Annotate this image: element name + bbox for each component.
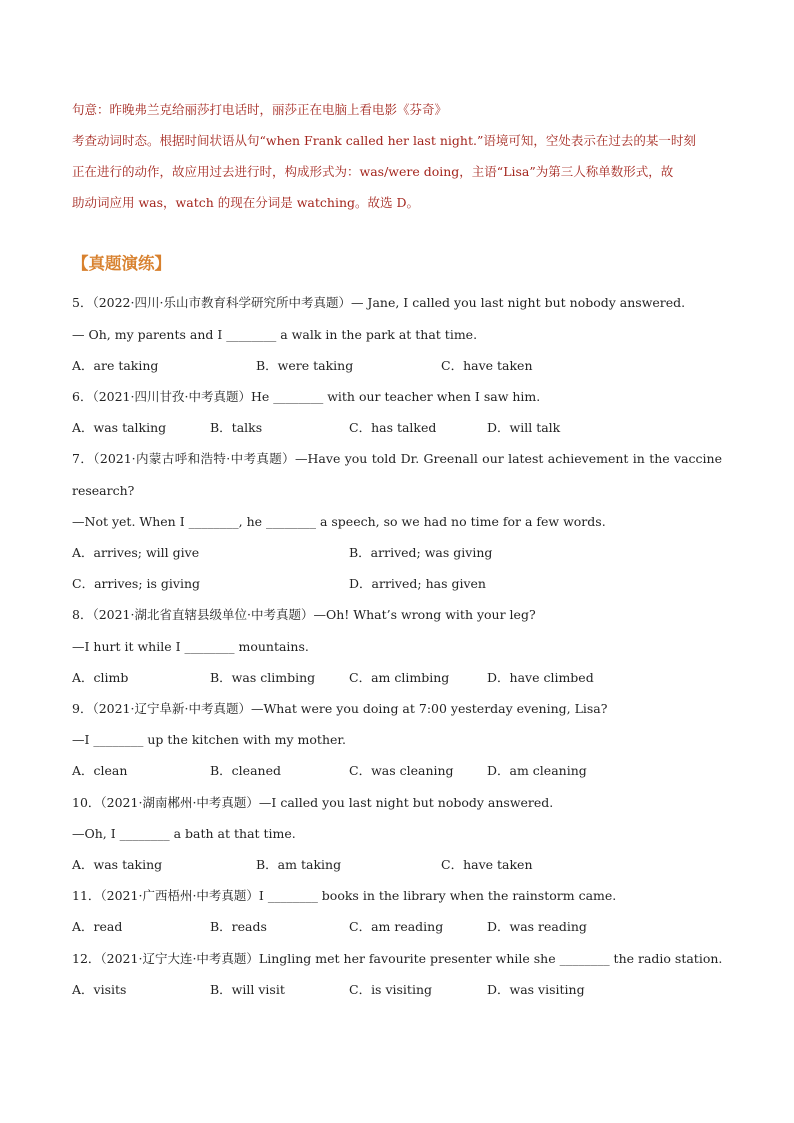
explanation-line-2: 考查动词时态。根据时间状语从句“when Frank called her last night.”语境可知，空处表示在过去的某一时刻: [72, 133, 696, 148]
q12-option-a: A．visits: [72, 982, 127, 997]
q6-option-c: C．has talked: [349, 420, 437, 435]
q10-option-c: C．have taken: [441, 857, 533, 872]
question-5: 5．（2022·四川·乐山市教育科学研究所中考真题）— Jane, I called you last night but nobody answered.: [72, 295, 686, 310]
explanation-line-3: 正在进行的动作，故应用过去进行时，构成形式为：was/were doing，主语“Lisa”为第三人称单数形式，故: [72, 164, 674, 179]
question-10-dialogue: —Oh, I ________ a bath at that time.: [72, 826, 296, 841]
q8-option-a: A．climb: [72, 670, 129, 685]
explanation-line-4: 助动词应用 was，watch 的现在分词是 watching。故选 D。: [72, 195, 419, 210]
q9-option-b: B．cleaned: [210, 763, 281, 778]
q12-option-c: C．is visiting: [349, 982, 432, 997]
q10-option-a: A．was taking: [72, 857, 163, 872]
section-title: 【真题演练】: [72, 254, 171, 273]
question-9: 9．（2021·辽宁阜新·中考真题）—What were you doing at 7:00 yesterday evening, Lisa?: [72, 701, 608, 716]
question-8: 8．（2021·湖北省直辖县级单位·中考真题）—Oh! What’s wrong with your leg?: [72, 607, 536, 622]
explanation-line-1: 句意：昨晚弗兰克给丽莎打电话时，丽莎正在电脑上看电影《芬奇》: [72, 102, 448, 117]
question-7: 7．（2021·内蒙古呼和浩特·中考真题）—Have you told Dr. Greenall our latest achievement in the vaccine: [72, 451, 722, 466]
question-8-dialogue: —I hurt it while I ________ mountains.: [72, 639, 309, 654]
question-9-dialogue: —I ________ up the kitchen with my mother.: [72, 732, 346, 747]
q10-option-b: B．am taking: [256, 857, 342, 872]
q9-option-d: D．am cleaning: [487, 763, 587, 778]
q5-option-b: B．were taking: [256, 358, 354, 373]
q7-option-c: C．arrives; is giving: [72, 576, 201, 591]
question-6: 6．（2021·四川甘孜·中考真题）He ________ with our teacher when I saw him.: [72, 389, 541, 404]
question-7-cont: research?: [72, 483, 135, 498]
q12-option-d: D．was visiting: [487, 982, 585, 997]
question-11: 11．（2021·广西梧州·中考真题）I ________ books in the library when the rainstorm came.: [72, 888, 617, 903]
q11-option-d: D．was reading: [487, 919, 587, 934]
question-10: 10．（2021·湖南郴州·中考真题）—I called you last night but nobody answered.: [72, 795, 554, 810]
q7-option-a: A．arrives; will give: [72, 545, 200, 560]
q7-option-d: D．arrived; has given: [349, 576, 486, 591]
q6-option-a: A．was talking: [72, 420, 167, 435]
q11-option-c: C．am reading: [349, 919, 444, 934]
q5-option-c: C．have taken: [441, 358, 533, 373]
q11-option-a: A．read: [72, 919, 123, 934]
question-5-dialogue: — Oh, my parents and I ________ a walk in the park at that time.: [72, 327, 478, 342]
q8-option-c: C．am climbing: [349, 670, 450, 685]
q9-option-c: C．was cleaning: [349, 763, 454, 778]
q8-option-b: B．was climbing: [210, 670, 316, 685]
q6-option-d: D．will talk: [487, 420, 561, 435]
q5-option-a: A．are taking: [72, 358, 159, 373]
q7-option-b: B．arrived; was giving: [349, 545, 493, 560]
q8-option-d: D．have climbed: [487, 670, 594, 685]
question-7-dialogue: —Not yet. When I ________, he ________ a speech, so we had no time for a few words.: [72, 514, 606, 529]
q11-option-b: B．reads: [210, 919, 267, 934]
q12-option-b: B．will visit: [210, 982, 285, 997]
question-12: 12．（2021·辽宁大连·中考真题）Lingling met her favourite presenter while she ________ the radio station.: [72, 951, 723, 966]
q9-option-a: A．clean: [72, 763, 128, 778]
q6-option-b: B．talks: [210, 420, 263, 435]
